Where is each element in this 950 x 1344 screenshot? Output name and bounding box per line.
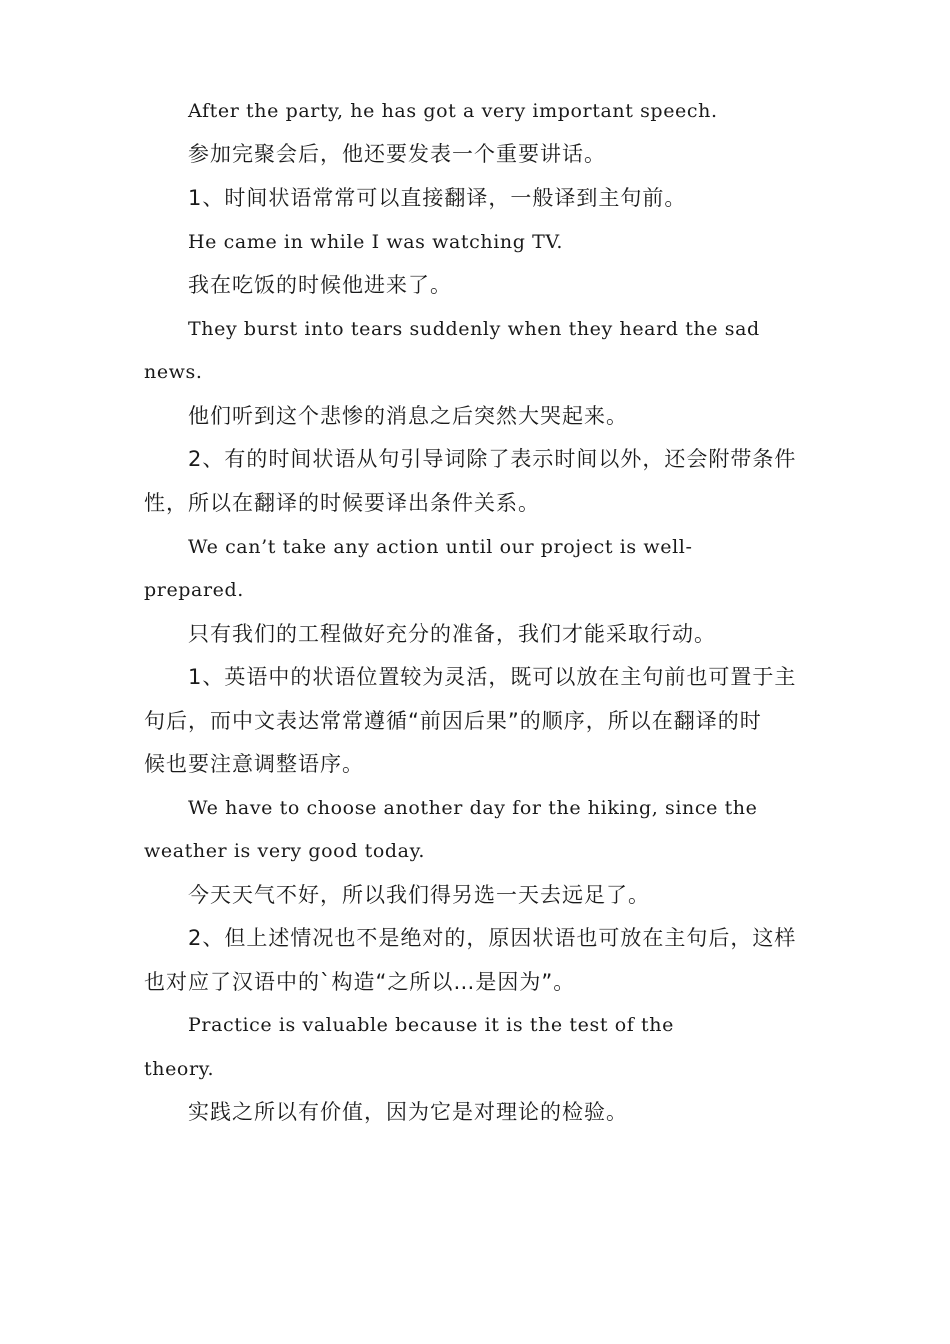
text-line: 1、英语中的状语位置较为灵活，既可以放在主句前也可置于主 [188,665,797,689]
text-line: 候也要注意调整语序。 [144,752,364,776]
text-line: prepared. [144,579,244,601]
text-line: 句后，而中文表达常常遵循“前因后果”的顺序，所以在翻译的时 [144,709,762,733]
text-line: 今天天气不好，所以我们得另选一天去远足了。 [188,883,650,907]
text-line: We have to choose another day for the hiking, since the [188,797,758,819]
text-line: 我在吃饭的时候他进来了。 [188,273,452,297]
text-line: After the party, he has got a very important speech. [188,100,718,122]
text-line: 实践之所以有价值，因为它是对理论的检验。 [188,1100,628,1124]
text-line: 他们听到这个悲惨的消息之后突然大哭起来。 [188,404,628,428]
text-line: We can’t take any action until our project is well- [188,536,693,558]
text-line: 1、时间状语常常可以直接翻译，一般译到主句前。 [188,186,687,210]
text-line: They burst into tears suddenly when they heard the sad [188,318,760,340]
text-line: weather is very good today. [144,840,426,862]
text-line: 只有我们的工程做好充分的准备，我们才能采取行动。 [188,622,716,646]
text-line: Practice is valuable because it is the test of the [188,1014,674,1036]
text-line: 2、有的时间状语从句引导词除了表示时间以外，还会附带条件 [188,447,797,471]
text-line: theory. [144,1058,215,1080]
text-line: 性，所以在翻译的时候要译出条件关系。 [144,491,540,515]
text-line: He came in while I was watching TV. [188,231,564,253]
text-line: news. [144,361,203,383]
text-line: 2、但上述情况也不是绝对的，原因状语也可放在主句后，这样 [188,926,797,950]
text-line: 也对应了汉语中的`构造“之所以…是因为”。 [144,970,576,994]
text-line: 参加完聚会后，他还要发表一个重要讲话。 [188,142,606,166]
